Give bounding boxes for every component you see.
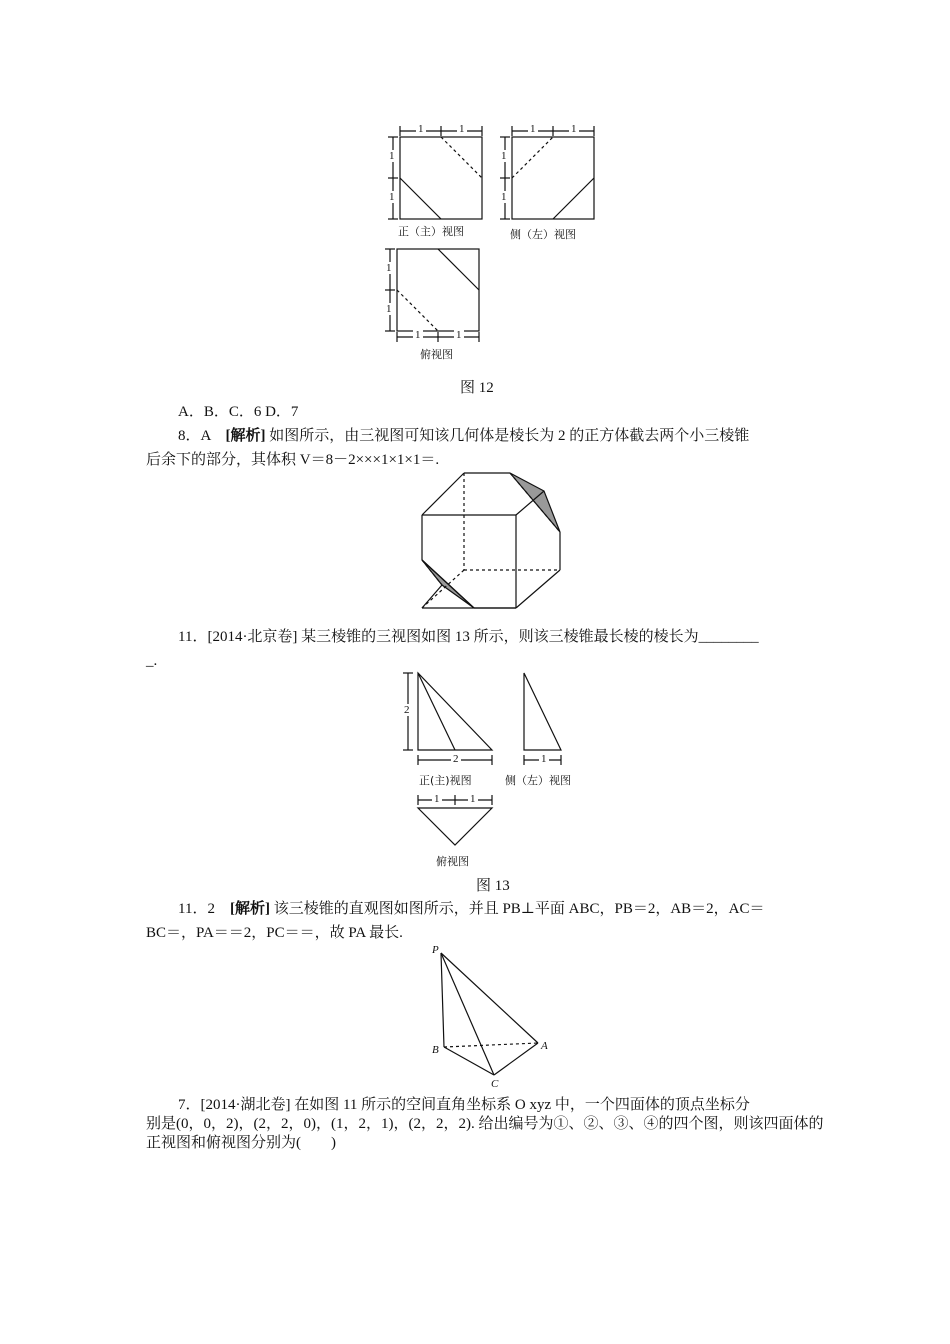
pyramid-label-B: B [432,1044,439,1056]
q11-answer-tag: [解析] [229,901,270,917]
fig13-dim-top-2: 1 [470,793,476,805]
fig12-dim-side-top-1: 1 [530,123,536,135]
fig12-dim-top-left-2: 1 [386,303,392,315]
q7-line2: 别是(0，0，2)，(2，2，0)，(1，2，1)，(2，2，2). 给出编号为①、②、③、④的四个图，则该四面体的 [146,1116,824,1132]
q11-answer-line2: BC＝，PA＝＝2，PC＝＝，故 PA 最长. [146,925,403,941]
fig12-dim-front-top-1: 1 [418,123,424,135]
fig12-dim-top-bottom-2: 1 [456,329,462,341]
fig12-dim-front-left-1: 1 [389,150,395,162]
fig13-caption: 图 13 [476,878,510,894]
fig12-dim-front-top-2: 1 [459,123,465,135]
q7-options: A．B．C．6 D．7 [178,404,299,420]
q8-answer-line1 [178,426,749,446]
q7-line3: 正视图和俯视图分别为( ) [146,1135,336,1151]
q8-answer-line2: 后余下的部分，其体积 V＝8－2×××1×1×1＝. [146,452,440,468]
fig13-dim-top-1: 1 [434,793,440,805]
pyramid-label-C: C [491,1078,499,1090]
fig12-dim-top-left-1: 1 [386,262,392,274]
q8-answer-num: 8．A [178,428,226,444]
fig13-side-label: 侧（左）视图 [505,774,571,787]
fig12-dim-side-top-2: 1 [571,123,577,135]
fig13-dim-height: 2 [404,704,410,716]
fig12-dim-top-bottom-1: 1 [415,329,421,341]
q11-answer-line1 [178,899,765,919]
fig13-dim-side-width: 1 [541,753,547,765]
fig12-dim-side-left-1: 1 [501,150,507,162]
q11-answer-num: 11．2 [178,901,230,917]
fig12-top-label: 俯视图 [420,348,453,361]
q7-line1: 7．[2014·湖北卷] 在如图 11 所示的空间直角坐标系 O xyz 中，一个四面体的顶点坐标分 [178,1097,750,1113]
fig12-dim-side-left-2: 1 [501,191,507,203]
pyramid-label-A: A [541,1040,548,1052]
q11-line1: 11．[2014·北京卷] 某三棱锥的三视图如图 13 所示，则该三棱锥最长棱的棱长为________ [178,629,759,645]
q8-answer-text1: 如图所示，由三视图可知该几何体是棱长为 2 的正方体截去两个小三棱锥 [265,428,750,444]
fig12-side-label: 侧（左）视图 [510,228,576,241]
fig13-top-label: 俯视图 [436,855,469,868]
fig12-front-label: 正（主）视图 [398,225,464,238]
fig12-caption: 图 12 [460,380,494,396]
pyramid-label-P: P [432,944,439,956]
q11-answer-text1: 该三棱锥的直观图如图所示，并且 PB⊥平面 ABC，PB＝2，AB＝2，AC＝ [269,901,765,917]
q8-answer-tag: [解析] [225,428,266,444]
fig13-front-label: 正(主)视图 [419,774,472,787]
q11-line2: _. [146,653,158,669]
fig12-dim-front-left-2: 1 [389,191,395,203]
fig13-dim-front-width: 2 [453,753,459,765]
